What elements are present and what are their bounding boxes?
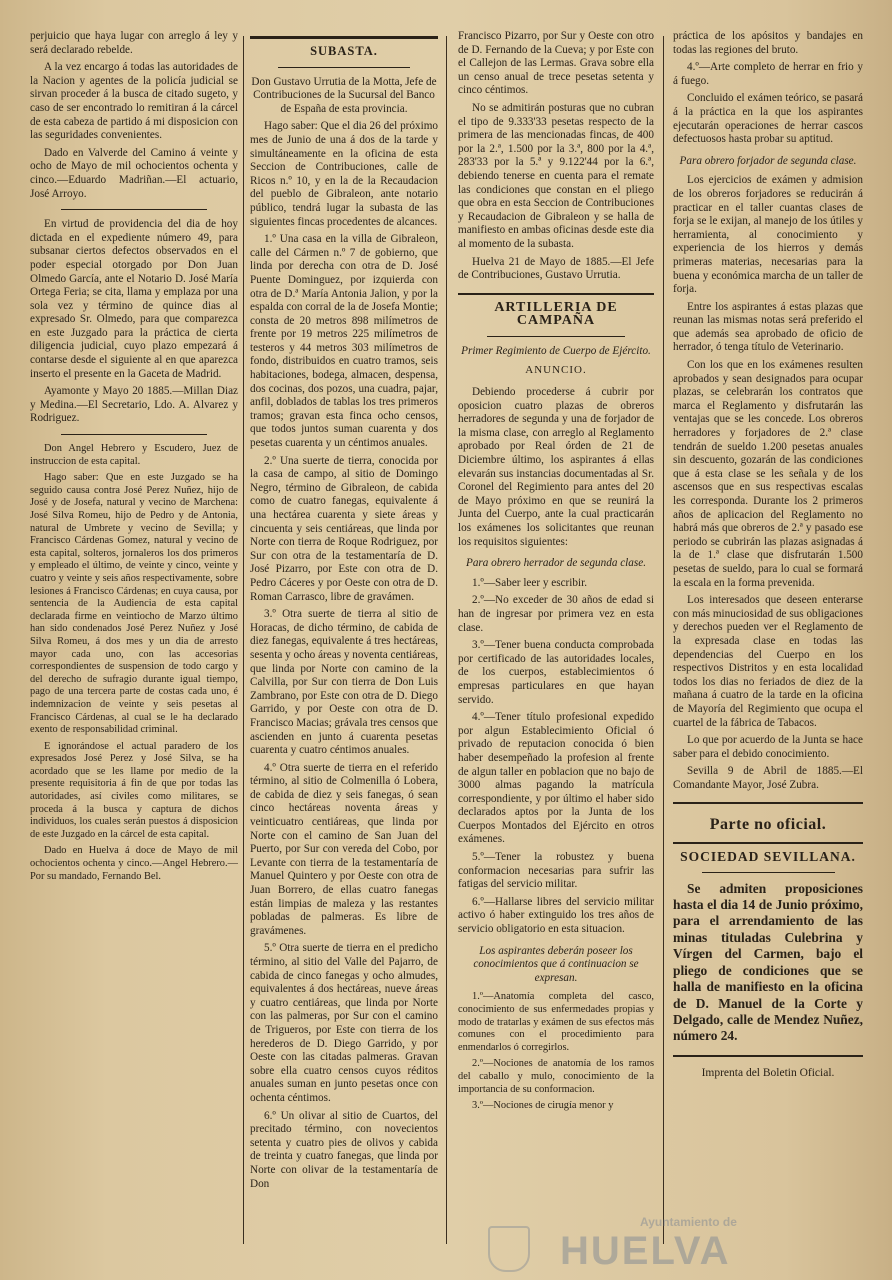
watermark-big: HUELVA	[560, 1229, 731, 1273]
signature: Huelva 21 de Mayo de 1885.—El Jefe de Contribuciones, Gustavo Urrutia.	[458, 255, 654, 282]
anuncio-label: ANUNCIO.	[525, 364, 587, 377]
requirement: 5.º—Tener la robustez y buena conformacion necesarias para sufrir las fatigas del servicio militar.	[458, 851, 654, 891]
subsection-title: Para obrero forjador de segunda clase.	[679, 154, 857, 167]
notice: Se admiten proposiciones hasta el dia 14 de Junio próximo, para el arrendamiento de las minas tituladas Culebrina y Vírgen del Carmen, bajo el pliego de condiciones que se halla de manifiesto en la oficina de D. Manuel de la Corte y Delgado, calle de Mendez Nuñez, número 24.	[673, 880, 863, 1044]
paragraph: 4.º—Arte completo de herrar en frio y á fuego.	[673, 61, 863, 87]
paragraph: 1.º Una casa en la villa de Gibraleon, calle del Cármen n.º 7 de gobierno, que linda por derecha con otra de D. José Puente Dominguez, por izquierda con otra de D.ª María Antonia Jalion, y por la espalda con corral de la de Josefa Montie; consta de 20 metros 898 milímetros de frente por 19 metros 225 milímetros de testeros y 44 metros 303 milímetros de fondo, distribuidos en cuatro tramos, seis habitaciones, bodega, almacen, despensa, dos cocinas, dos pozos, una cuadra, pajar, anfil, doblados de tablas los tres primeros tramos; gravan esta finca ocho censos, que todos juntos suman cuarenta y dos pesetas cuarenta y un céntimos anuales.	[250, 233, 438, 450]
subsection-title: Para obrero herrador de segunda clase.	[465, 557, 646, 570]
requirement: 3.º—Tener buena conducta comprobada por certificado de las autoridades locales, de los cuerpos, establecimientos ó empresas particulares en que hayan servido.	[458, 639, 654, 706]
column-divider	[663, 36, 664, 1244]
paragraph: Con los que en los exámenes resulten aprobados y sean designados para ocupar plazas, se celebrarán los contratos que marca el Reglamento y disfrutarán las ventajas que se les concede. Los obreros herradores y forjadores de 2.ª clase tendrán de sueldo 1.200 pesetas anuales sin descuento, gozarán de las condiciones que á esta clase se les señala y de los ascensos que en sus respectivas escalas les corresponda. Durante los 2 primeros años de aplicacion del Reglamento no habrá más que obreros de 2.ª y pasado ese periodo se cubrirán las plazas asignadas á la de 1.ª clase que disfrutarán 1.500 pesetas de sueldo, para lo cual se formará la escala en la forma prevenida.	[673, 359, 863, 589]
signature: Sevilla 9 de Abril de 1885.—El Comandante Mayor, José Zubra.	[673, 765, 863, 791]
paragraph: Entre los aspirantes á estas plazas que reunan las mismas notas será preferido el que además sea aprobado de oficio de herrador, ó tenga título de Veterinario.	[673, 300, 863, 354]
paragraph: Don Gustavo Urrutia de la Motta, Jefe de Contribuciones de la Sucursal del Banco de España de esta provincia.	[251, 75, 437, 115]
paragraph: Dado en Valverde del Camino á veinte y ocho de Mayo de mil ochocientos ochenta y cinco.—Eduardo Madriñan.—El actuario, José Arroyo.	[30, 146, 238, 200]
divider	[61, 434, 207, 435]
paragraph: Francisco Pizarro, por Sur y Oeste con otro de D. Fernando de la Cueva; y por Este con el Callejon de las Lermas. Grava sobre ella un censo anual de trece pesetas setenta y cinco céntimos.	[458, 30, 654, 97]
requirement: 4.º—Tener título profesional expedido por algun Establecimiento Oficial ó privado de reputacion conocida ó bien haber desempeñado la profesion al frente de algun taller en poblacion que no bajo de 3000 almas pagando la matrícula correspondiente, y por último el haber sido declarados aptos por la Junta de los Cuerpos Montados del Ejército en otros exámenes.	[458, 711, 654, 846]
divider	[458, 293, 654, 295]
subheading: Primer Regimiento de Cuerpo de Ejército.	[461, 344, 651, 357]
divider	[673, 842, 863, 844]
requirement: 1.º—Saber leer y escribir.	[472, 576, 587, 589]
paragraph: práctica de los apósitos y bandajes en todas las regiones del bruto.	[673, 30, 863, 56]
signature: Dado en Huelva á doce de Mayo de mil ochocientos ochenta y cinco.—Angel Hebrero.—Por su mandado, Fernando Bel.	[30, 845, 238, 882]
paragraph: Lo que por acuerdo de la Junta se hace saber para el debido conocimiento.	[673, 734, 863, 760]
requirement: 2.º—No exceder de 30 años de edad si han de ingresar por primera vez en esta clase.	[458, 594, 654, 634]
paragraph: 3.º Otra suerte de tierra al sitio de Horacas, de dicho término, de cabida de diez fanegas, equivalente á tres hectáreas, sesenta y ocho áreas y noventa centiáreas, que linda por Norte con camino de la Calvilla, por Sur con tierra de Don Luis Zambrano, por Este con otra de D. Diego Garrido, y por Oeste con otra de D. Francisco Macias; grávala tres censos que ascienden en junto á cuarenta pesetas cuarenta y cuatro céntimos anuales.	[250, 608, 438, 757]
paragraph: 2.º Una suerte de tierra, conocida por la casa de campo, al sitio de Domingo Negro, término de Gibraleon, de cabida como de cuatro fanegas, equivalente á una hectárea cuarenta y siete áreas y cincuenta y seis centiáreas, que linda por Norte con tierra de Roque Rodriguez, por Sur con otra de la testamentaría de D. José Pizarro, por Este con otra de D. Pedro Cáceres y por Oeste con otra de D. Roman Carrasco, libre de gravámen.	[250, 454, 438, 603]
watermark-logo	[560, 1215, 880, 1274]
paragraph: A la vez encargo á todas las autoridades de la Nacion y agentes de la policía judicial se sirvan proceder á la busca de citado sugeto, y caso de ser encontrado lo remitiran á la cárcel de esta cabeza de partido á mi disposicion con las seguridades convenientes.	[30, 61, 238, 142]
watermark-small: Ayuntamiento de	[640, 1215, 737, 1229]
divider	[702, 872, 835, 873]
column-3	[458, 30, 654, 1250]
shield-watermark-icon	[488, 1226, 530, 1272]
paragraph: Hago saber: Que en este Juzgado se ha seguido causa contra José Perez Nuñez, hijo de José y de Josefa, natural y vecino de Marchena: José Silva Romeu, hijo de Pedro y de Antonia, natural de Umbrete y vecino de Sevilla; y Francisco Cárdenas Gomez, natural y vecino de esta capital, solteros, jornaleros los dos primeros y empleado el último, de veinte y cinco, veinte y cuatro y veinte y seis años respectivamente, sobre lesiones á Francisco Cárdenas; en cuya causa, por sentencia de la Audiencia de esta capital declarada firme en veintiocho de Marzo último han sido condenados José Perez Nuñez y José Silva Romeu, á dos mes y un dia de arresto mayor cada uno, con las accesorias correspondientes de suspension de todo cargo y del derecho de sufragio durante igual tiempo, pago de una tercera parte de costas cada uno, é indemnizacion de veinte y seis pesetas al Francisco Cárdenas, al cual se le ha declarado exento de responsabilidad criminal.	[30, 472, 238, 736]
section-heading-sociedad: SOCIEDAD SEVILLANA.	[680, 849, 856, 865]
requirement: 6.º—Hallarse libres del servicio militar activo ó haber extinguido los tres años de servicio obligatorio en esta situacion.	[458, 895, 654, 936]
imprint: Imprenta del Boletin Oficial.	[701, 1066, 835, 1079]
divider	[673, 1055, 863, 1057]
paragraph: 6.º Un olivar al sitio de Cuartos, del precitado término, con novecientos setenta y cuatro pies de olivos y cabida de treinta y cuatro fanegas, que linda por Norte con olivar de la testamentaría de Don	[250, 1109, 438, 1190]
paragraph: Los interesados que deseen enterarse con más minuciosidad de sus obligaciones y derechos pueden ver el Reglamento de la expresada clase en todas las dependencias del Cuerpo en los respectivos Distritos y en esta localidad todos los dias no feriados de diez de la mañana á cuatro de la tarde en la oficina de Mayoría del Regimiento que ocupa el cuartel de la fábrica de Tabacos.	[673, 594, 863, 729]
paragraph: Debiendo procederse á cubrir por oposicion cuatro plazas de obreros herradores de segunda y una de forjador de la misma clase, con arreglo al Reglamento aprobado por Real órden de 21 de Diciembre último, los aspirantes á ellas elevarán sus instancias documentadas al Sr. Coronel del Regimiento para antes del 20 de Mayo próximo en que se reunirá la Junta del Cuerpo, ante la cual practicarán los exámenes los solicitantes que reunan los requisitos siguientes:	[458, 386, 654, 548]
divider	[673, 802, 863, 804]
paragraph: 5.º Otra suerte de tierra en el predicho término, al sitio del Valle del Pajarro, de cabida de cinco fanegas y ocho almudes, equivalentes á dos hectáreas, nueve áreas y cuatro centiáreas, que linda por Norte con las palmeras, por Sur con el camino de Trigueros, por Este con tierra de los herederos de D. Diego Garrido, y por Oeste con las citadas palmeras. Gravan sobre ella cuatro censos cuyos réditos anuales suman en junto pesetas once con ochenta céntimos.	[250, 942, 438, 1104]
paragraph: E ignorándose el actual paradero de los expresados José Perez y José Silva, se ha acordado que se les llame por medio de la presente requisitoria á fin de que por todas las autoridades, así civiles como militares, se proceda á la busca y captura de dichos individuos, los cuales serán puestos á disposicion de este Juzgado en la cárcel de esta capital.	[30, 740, 238, 840]
signature: Ayamonte y Mayo 20 1885.—Millan Diaz y Medina.—El Secretario, Ldo. A. Alvarez y Rodriguez.	[30, 385, 238, 425]
column-divider	[446, 36, 447, 1244]
paragraph: Los ejercicios de exámen y admision de los obreros forjadores se reducirán á practicar en el taller cuantas clases de forja se le exijan, al manejo de los útiles y herramienta, al conocimiento y experiencia de los hierros y demás primeras materias, necesarias para la buena y económica marcha de un taller de forja.	[673, 174, 863, 296]
section-heading-subasta: SUBASTA.	[310, 44, 378, 58]
divider	[61, 209, 207, 210]
column-divider	[243, 36, 244, 1244]
paragraph: No se admitirán posturas que no cubran el tipo de 9.333'33 pesetas respecto de la primera de las mencionadas fincas, de 400 por la 2.ª, 1.500 por la 3.ª, 800 por la 4.ª, 283'33 por la 5.ª y 9.122'44 por la 6.ª, debiendo tenerse en cuenta para el remate las condiciones que constan en el pliego que obra en esta Seccion de Contribuciones y Recaudacion de Gibraleon y se halla de manifiesto en ambas oficinas desde este dia al momento de la subasta.	[458, 101, 654, 250]
section-heading-artilleria: ARTILLERIA DE CAMPAÑA	[494, 299, 618, 329]
knowledge-item: 3.º—Nociones de cirugía menor y	[472, 1100, 614, 1112]
column-4	[673, 30, 863, 1250]
column-1	[30, 30, 238, 1250]
paragraph: perjuicio que haya lugar con arreglo á ley y será declarado rebelde.	[30, 30, 238, 56]
paragraph: En virtud de providencia del dia de hoy dictada en el expediente número 49, para subsanar ciertos defectos observados en el poder especial otorgado por Don Juan Olmedo García, ante el Notario D. José María Ortega Feria; se cita, llama y emplaza por una sola vez y término de quince dias al expresado Sr. Olmedo, para que comparezca en este Juzgado para la práctica de cierta diligencia judicial, cuyo plazo empezará á contarse desde el siguiente al en que aparezca inserto el presente en la Gaceta de Madrid.	[30, 218, 238, 380]
section-heading-parte-no-oficial: Parte no oficial.	[709, 816, 827, 834]
divider	[487, 336, 624, 337]
subsection-title: Los aspirantes deberán poseer los conocimientos que á continuacion se expresan.	[473, 944, 639, 984]
knowledge-item: 1.º—Anatomía completa del casco, conocimiento de sus enfermedades propias y modo de tratarlas y exámen de sus efectos más comunes con el procedimiento para enmendarlos ó corregirlos.	[458, 991, 654, 1053]
paragraph: Concluido el exámen teórico, se pasará á la práctica en la que los aspirantes ejecutarán operaciones de herrar cascos defectuosos hasta probar su aptitud.	[673, 92, 863, 146]
column-2	[250, 30, 438, 1250]
paragraph: Hago saber: Que el dia 26 del próximo mes de Junio de una á dos de la tarde y simultáneamente en la oficina de esta Seccion de Contribuciones, calle de Ricos n.º 10, y en la de la Recaudacion del pueblo de Gibraleon, ante notario público, tendrá lugar la subasta de las siguientes fincas procedentes de alcances.	[250, 120, 438, 228]
knowledge-item: 2.º—Nociones de anatomía de los ramos del caballo y mulo, conocimiento de la importancia de su conformacion.	[458, 1058, 654, 1095]
divider	[250, 36, 438, 39]
paragraph: Don Angel Hebrero y Escudero, Juez de instruccion de esta capital.	[30, 443, 238, 467]
divider	[278, 67, 410, 68]
paragraph: 4.º Otra suerte de tierra en el referido término, al sitio de Colmenilla ó Lobera, de cabida de diez y seis fanegas, ó sean cinco hectáreas noventa áreas y veinticuatro centiáreas, que linda por Norte con el camino de San Juan del Puerto, por Sur con vereda del Cobo, por Levante con tierra de la testamentaría de Manuel Quintero y por Oeste con otra de Juan Borrero, de ellas cuatro fanegas están limpias de maleza y las restantes pobladas de palmeras. Es libre de gravámenes.	[250, 761, 438, 937]
